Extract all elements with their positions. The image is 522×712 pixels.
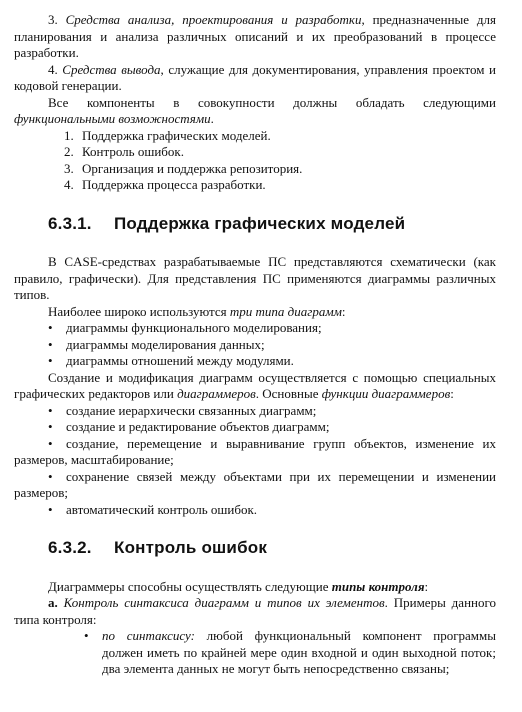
section-number: 6.3.1.: [48, 213, 92, 233]
section-heading-6-3-2: [48, 540, 496, 557]
diagrammer-functions-list: [14, 403, 496, 519]
paragraph: [14, 579, 496, 596]
list-item: [14, 161, 496, 178]
bullet-icon: •: [48, 402, 53, 418]
bullet-icon: •: [48, 336, 53, 352]
diagram-types-list: [14, 320, 496, 370]
item-term: по синтаксису:: [102, 628, 195, 643]
bullet-icon: •: [48, 435, 53, 451]
item-number: 4.: [48, 61, 58, 77]
item-number: 3.: [48, 12, 58, 27]
list-text: диаграммы моделирования данных;: [66, 336, 265, 352]
list-item: [14, 419, 496, 436]
paragraph-text: Наиболее широко используются: [48, 303, 230, 319]
paragraph-text: :: [424, 578, 429, 594]
list-item: [14, 403, 496, 420]
paragraph: [14, 304, 496, 321]
item-text: . Примеры данного типа контроля:: [14, 595, 496, 627]
list-item: [14, 320, 496, 337]
bullet-icon: •: [48, 501, 53, 517]
list-text: Поддержка процесса разработки.: [82, 177, 266, 192]
requirements-paragraph: [14, 95, 496, 128]
paragraph-text: Диаграммеры способны осуществлять следующие: [48, 578, 332, 594]
paragraph-term: функции диаграммеров: [321, 386, 451, 401]
bullet-icon: •: [48, 468, 53, 484]
list-text: диаграммы функционального моделирования;: [66, 320, 322, 335]
paragraph-term: три типа диаграмм: [229, 303, 342, 319]
list-text: создание иерархически связанных диаграмм;: [66, 402, 317, 418]
bullet-icon: •: [48, 320, 53, 335]
paragraph-term: функциональными возможностями: [14, 111, 211, 126]
paragraph: В CASE-средствах разрабатываемые ПС представляются схематически (как правило, графически). Для представления ПС применяются диаграммы различных типов.: [14, 254, 496, 302]
list-text: Поддержка графических моделей.: [82, 127, 271, 143]
item-text: , служащие для документирования, управления проектом и кодовой генерации.: [14, 61, 496, 93]
features-list: [14, 128, 496, 194]
control-type-a: [14, 595, 496, 628]
intro-item-3: [14, 12, 496, 62]
paragraph-text: :: [341, 303, 346, 319]
list-text: создание, перемещение и выравнивание групп объектов, изменение их размеров, масштабирование;: [14, 435, 496, 467]
list-text: Организация и поддержка репозитория.: [82, 160, 303, 176]
list-item: [14, 144, 496, 161]
list-item: [14, 177, 496, 194]
list-text: Контроль ошибок.: [82, 144, 184, 159]
section-heading-6-3-1: [48, 213, 496, 233]
list-number: 1.: [64, 127, 74, 143]
list-item: [14, 128, 496, 145]
paragraph-text: . Основные: [255, 386, 322, 401]
list-text: сохранение связей между объектами при их перемещении и изменении размеров;: [14, 468, 496, 500]
list-text: создание и редактирование объектов диаграмм;: [66, 419, 330, 434]
bullet-icon: •: [48, 419, 53, 434]
intro-item-4: [14, 62, 496, 95]
list-item: [14, 628, 496, 678]
list-text: автоматический контроль ошибок.: [66, 501, 258, 517]
item-text: любой функциональный компонент программы должен иметь по крайней мере один входной и один выходной поток; два элемента данных не могут быть непосредственно связаны;: [102, 628, 496, 676]
item-term: Контроль синтаксиса диаграмм и типов их элементов: [63, 595, 385, 610]
item-term: Средства вывода: [62, 61, 161, 77]
list-item: [14, 502, 496, 519]
list-item: [14, 337, 496, 354]
list-text: диаграммы отношений между модулями.: [66, 353, 294, 368]
paragraph-text: :: [450, 386, 454, 401]
paragraph-term: типы контроля: [331, 578, 425, 594]
section-title: Поддержка графических моделей: [114, 213, 406, 233]
paragraph-text: Создание и модификация диаграмм осуществляется с помощью специальных графических редакторов или: [14, 369, 496, 401]
paragraph: [14, 370, 496, 403]
list-item: [14, 469, 496, 502]
list-item: [14, 353, 496, 370]
paragraph-term: диаграммеров: [177, 386, 256, 401]
list-item: [14, 436, 496, 469]
bullet-icon: •: [84, 628, 89, 643]
paragraph-text: .: [210, 111, 214, 126]
section-number: 6.3.2.: [48, 538, 92, 557]
item-text: , предназначенные для планирования и анализа различных описаний и их преобразований в процессе разработки.: [14, 12, 497, 60]
paragraph-text: Все компоненты в совокупности должны обладать следующими: [48, 94, 496, 110]
list-number: 4.: [64, 177, 74, 192]
item-term: Средства анализа, проектирования и разработки: [65, 12, 362, 27]
bullet-icon: •: [48, 353, 53, 368]
list-number: 2.: [64, 144, 74, 159]
section-title: Контроль ошибок: [114, 538, 268, 557]
item-letter: а.: [48, 595, 58, 610]
list-number: 3.: [64, 160, 74, 176]
